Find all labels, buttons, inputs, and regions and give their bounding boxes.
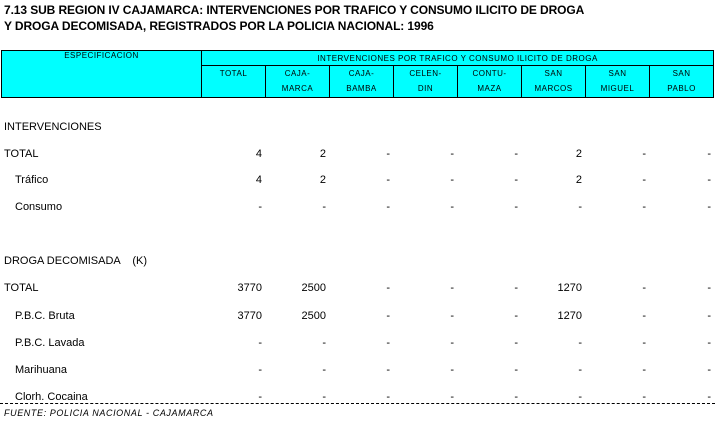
table-row: TOTAL 3770 2500 - - - 1270 - -: [4, 282, 711, 294]
header-col-total: TOTAL: [202, 66, 266, 98]
table-row: Tráfico 4 2 - - - 2 - -: [15, 174, 711, 186]
table-row: Clorh. Cocaina - - - - - - - -: [15, 391, 711, 403]
header-col-celendin: CELEN- DIN: [394, 66, 458, 98]
table-row: Marihuana - - - - - - - -: [15, 364, 711, 376]
table-bottom-border: [0, 403, 715, 404]
row-label: Consumo: [15, 201, 63, 213]
table-body: [0, 97, 715, 407]
table-row: TOTAL 4 2 - - - 2 - -: [4, 148, 711, 160]
header-col-contumaza: CONTU- MAZA: [458, 66, 522, 98]
header-col-cajamarca: CAJA- MARCA: [266, 66, 330, 98]
row-label: Tráfico: [15, 174, 49, 186]
table-row: P.B.C. Lavada - - - - - - - -: [15, 337, 711, 349]
header-group: INTERVENCIONES POR TRAFICO Y CONSUMO ILICITO DE DROGA: [202, 51, 714, 66]
header-spec: ESPECIFICACION: [2, 51, 202, 98]
row-label: Marihuana: [15, 364, 67, 376]
row-label: TOTAL: [4, 282, 39, 294]
table-row: P.B.C. Bruta 3770 2500 - - - 1270 - -: [15, 310, 711, 322]
row-label: P.B.C. Bruta: [15, 310, 75, 322]
header-col-san-miguel: SAN MIGUEL: [586, 66, 650, 98]
section-row-droga-decomisada: DROGA DECOMISADA (K): [4, 255, 148, 267]
page-title: [4, 2, 584, 34]
title-line-1: 7.13 SUB REGION IV CAJAMARCA: INTERVENCIONES POR TRAFICO Y CONSUMO ILICITO DE DROGA: [4, 3, 585, 17]
header-col-san-pablo: SAN PABLO: [650, 66, 714, 98]
section-row-intervenciones: INTERVENCIONES: [4, 121, 102, 133]
row-label: TOTAL: [4, 148, 39, 160]
table-row: Consumo - - - - - - - -: [15, 201, 711, 213]
row-label: Clorh. Cocaina: [15, 391, 88, 403]
source-note: FUENTE: POLICIA NACIONAL - CAJAMARCA: [4, 408, 214, 418]
header-col-san-marcos: SAN MARCOS: [522, 66, 586, 98]
title-line-2: Y DROGA DECOMISADA, REGISTRADOS POR LA POLICIA NACIONAL: 1996: [4, 19, 434, 33]
header-col-cajabamba: CAJA- BAMBA: [330, 66, 394, 98]
header-table: [1, 50, 714, 98]
row-label: P.B.C. Lavada: [15, 337, 85, 349]
